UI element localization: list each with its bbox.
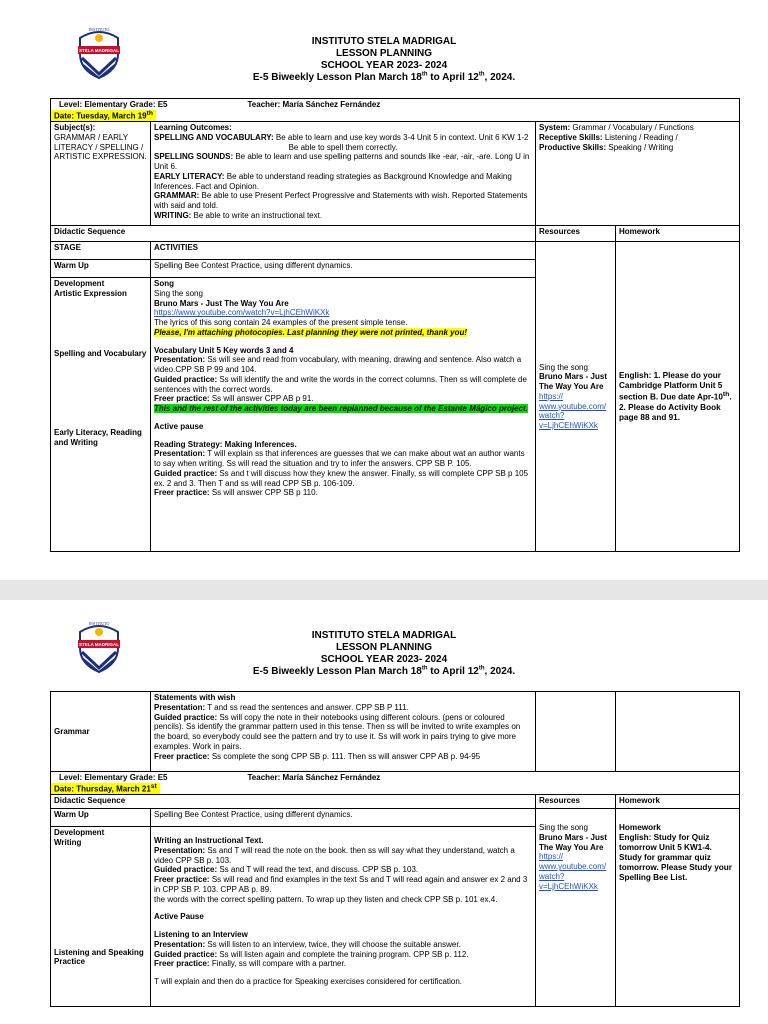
youtube-link[interactable]: https:// www.youtube.com/ watch? v=LjhCEhWiKXk [539,391,607,431]
date-label: Date: Tuesday, March 19th [51,110,156,121]
didactic-sequence-header: Didactic Sequence [51,226,536,242]
school-year: SCHOOL YEAR 2023- 2024 [320,60,448,71]
youtube-link-2[interactable]: https:// www.youtube.com/ watch? v=LjhCEhWiKXk [539,852,607,891]
warm-up-activity: Spelling Bee Contest Practice, using different dynamics. [151,260,536,278]
photocopies-note: Please, I'm attaching photocopies. Last planning they were not printed, thank you! [154,327,468,337]
homework-header: Homework [616,226,740,242]
resources-header: Resources [536,226,616,242]
spelling-stage: Spelling and Vocabulary [54,348,147,358]
grammar-activity: Statements with wish Presentation: T and ss read the sentences and answer. CPP SB P 111. Guided practice: Ss will copy the note in their notebooks using different colours. (pens or coloured pencils). Ss identify the grammar pattern used in this tense. Then ss will be invited to write examples on the board, so everybody could see the pattern and try to use it. Ss will work in pairs trying to give more examples. Work in pairs. Freer practice: Ss complete the song CPP SB p. 111. Then ss will answer CPP AB p. 94-95 [151,692,536,772]
document-header [0,36,768,84]
homework-header-2: Homework [616,795,740,809]
document-header-2: INSTITUTO STELA MADRIGAL LESSON PLANNING SCHOOL YEAR 2023- 2024 E-5 Biweekly Lesson Plan March 18th to April 12th, 2024. [252,630,516,677]
doc-title: LESSON PLANNING [335,48,433,59]
resources-header-2: Resources [536,795,616,809]
learning-outcomes-cell: Learning Outcomes: SPELLING AND VOCABULARY: Be able to learn and use key words 3-4 Unit 5 in context. Unit 6 KW 1-2 Be able to spell them correctly. SPELLING SOUNDS: Be able to learn and use spelling patterns and sounds like -ear, -air, -are. Long U in Unit 6. EARLY LITERACY: Be able to understand reading strategies as Background Knowledge and Making Inferences. Fact and Opinion. GRAMMAR: Be able to use Present Perfect Progressive and Statements with wish. Reported Statements with said and told. WRITING: Be able to write an instructional text. [151,122,536,226]
replanned-note: This and the rest of the activities today are been replanned because of the Estante Mágico project. [154,404,528,414]
stage-header: STAGE [51,242,151,260]
listening-stage: Listening and Speaking Practice [54,947,144,967]
page-gap [0,580,768,600]
homework-cell: English: 1. Please do your Cambridge Platform Unit 5 section B. Due date Apr-10th. 2. Please do Activity Book page 88 and 91. [616,242,740,552]
date-label-2: Date: Thursday, March 21st [51,783,160,794]
grammar-stage: Grammar [51,692,151,772]
level-row-2: Level: Elementary Grade: E5 Teacher: María Sánchez Fernández Date: Thursday, March 21st [51,772,740,795]
svg-text:STELA MADRIGAL: STELA MADRIGAL [78,642,120,647]
system-skills-cell: System: Grammar / Vocabulary / Functions Receptive Skills: Listening / Reading / Productive Skills: Speaking / Writing [536,122,740,226]
lesson-plan-table-1 [50,98,740,552]
warm-up-stage: Warm Up [51,260,151,278]
activities-column: Song Sing the song Bruno Mars - Just The Way You Are https://www.youtube.com/watch?v=LjhCEhWiKXk The lyrics of this song contain 24 examples of the present simple tense. Please, I'm attaching photocopies. Last planning they were not printed, thank you! Vocabulary Unit 5 Key words 3 and 4 Presentation: Ss will see and read from vocabulary, with meaning, drawing and sentence. Also watch a video.CPP SB P 99 and 104. Guided practice: Ss will identify the and write the words in the correct columns. Then ss will complete de sentences with the correct words. Freer practice: Ss will answer CPP AB p 91. This and the rest of the activities today are been replanned because of the Estante Mágico project. Active pause Reading Strategy: Making Inferences. Presentation: T will explain ss that inferences are guesses that we can make about wat an author wants to say when writing. Ss will read the situation and try to infer the answers. CPP SB P. 105. Guided practice: Ss and t will discuss how they knew the answer. Finally, ss will complete CPP SB p 105 ex. 2 and 3. Then T and ss will read CPP SB p. 106-109. Freer practice: Ss will answer CPP SB p 110. [151,278,536,552]
activities-column-2: Writing an Instructional Text. Presentation: Ss and T will read the note on the book. then ss will say what they understand, watch a video CPP SB p. 103. Guided practice: Ss and T will read the text, and discuss. CPP SB p. 103. Freer practice: Ss will read and find examples in the text Ss and T will read again and answer ex 2 and 3 in CPP SB P. 103. CPP AB p. 89. the words with the correct spelling pattern. To wrap up they listen and check CPP SB p. 101 ex.4. Active Pause Listening to an Interview Presentation: Ss will listen to an interview, twice, they will choose the suitable answer. Guided practice: Ss will listen again and complete the training program. CPP SB p. 112. Freer practice: Finally, ss will compare with a partner. T will explain and then do a practice for Speaking exercises considered for certification. [151,827,536,1007]
stage-column-2: Development Writing Listening and Speaking Practice [51,827,151,1007]
stage-column: Development Artistic Expression Spelling and Vocabulary Early Literacy, Reading and Writing [51,278,151,552]
activities-header: ACTIVITIES [151,242,536,260]
page-2 [0,600,768,1024]
didactic-sequence-header-2: Didactic Sequence [51,795,536,809]
homework-cell-2: Homework English: Study for Quiz tomorrow Unit 5 KW1-4. Study for grammar quiz tomorrow. Please Study your Spelling Bee List. [616,809,740,1007]
resources-cell-2: Sing the song Bruno Mars - Just The Way You Are https:// www.youtube.com/ watch? v=LjhCEhWiKXk [536,809,616,1007]
warm-up-stage-2: Warm Up [51,809,151,827]
svg-text:INSTITUTO: INSTITUTO [88,27,110,32]
svg-text:INSTITUTO: INSTITUTO [88,621,110,626]
level-row: Level: Elementary Grade: E5 Teacher: María Sánchez Fernández Date: Tuesday, March 19th [51,99,740,122]
warm-up-activity-2: Spelling Bee Contest Practice, using different dynamics. [151,809,536,827]
plan-title: E-5 Biweekly Lesson Plan March 18th to April 12th, 2024. [252,71,516,83]
resources-cell: Sing the song Bruno Mars - Just The Way You Are https:// www.youtube.com/ watch? v=LjhCEhWiKXk [536,242,616,552]
subjects-cell: Subject(s): GRAMMAR / EARLY LITERACY / SPELLING / ARTISTIC EXPRESSION. [51,122,151,226]
svg-text:STELA MADRIGAL: STELA MADRIGAL [78,48,120,53]
literacy-stage: Early Literacy, Reading and Writing [54,428,142,448]
lesson-plan-table-2 [50,691,740,1007]
song-link[interactable]: https://www.youtube.com/watch?v=LjhCEhWiKXk [154,308,330,318]
school-name: INSTITUTO STELA MADRIGAL [311,36,457,47]
